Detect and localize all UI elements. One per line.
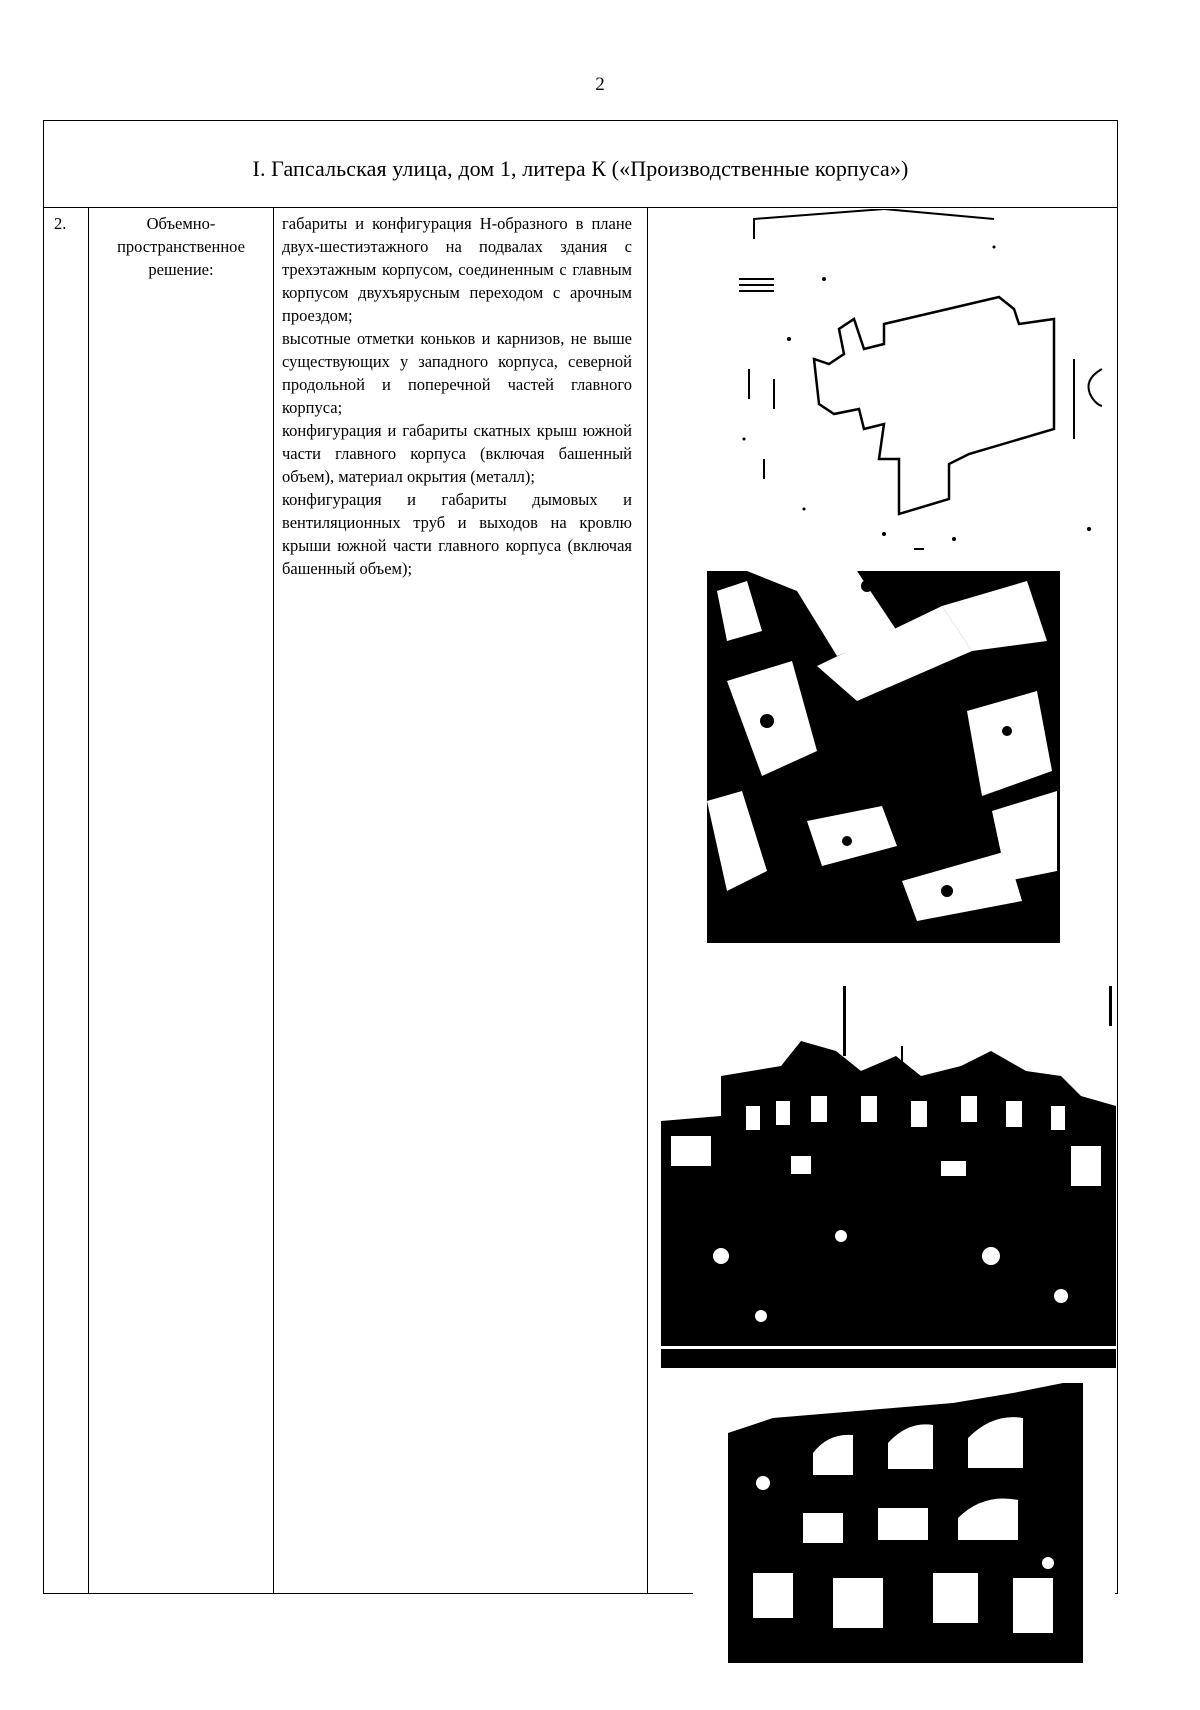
aerial-photo [707, 571, 1060, 943]
row-label-line: Объемно- [146, 214, 216, 233]
monument-table [43, 120, 1118, 1594]
row-description [282, 212, 632, 580]
description-paragraph: конфигурация и габариты дымовых и вентиляционных труб и выходов на кровлю крыши южной части главного корпуса (включая башенный объем); [282, 490, 632, 578]
row-label-line: пространственное [117, 237, 245, 256]
facade-detail-photo [693, 1383, 1115, 1710]
site-plan-image [734, 209, 1114, 564]
column-divider [647, 208, 648, 1593]
table-header-row [44, 121, 1117, 208]
description-paragraph: конфигурация и габариты скатных крыш южной части главного корпуса (включая башенный объем), материал окрытия (металл); [282, 421, 632, 486]
aerial-photo-image [707, 571, 1060, 943]
site-plan-drawing [734, 209, 1114, 564]
facade-detail-photo-image [693, 1383, 1115, 1710]
column-divider [273, 208, 274, 1593]
row-number: 2. [54, 214, 67, 233]
facade-wide-photo [661, 956, 1116, 1368]
table-header-title: I. Гапсальская улица, дом 1, литера К («Производственные корпуса») [252, 156, 909, 181]
row-label-line: решение: [148, 260, 214, 279]
facade-wide-photo-image [661, 956, 1116, 1368]
column-divider [88, 208, 89, 1593]
description-paragraph: габариты и конфигурация Н-образного в плане двух-шестиэтажного на подвалах здания с трехэтажным корпусом, соединенным с главным корпусом двухъярусным переходом с арочным проездом; [282, 214, 632, 325]
row-label [92, 212, 270, 281]
page-number: 2 [595, 74, 605, 95]
description-paragraph: высотные отметки коньков и карнизов, не выше существующих у западного корпуса, северной продольной и поперечной частей главного корпуса; [282, 329, 632, 417]
